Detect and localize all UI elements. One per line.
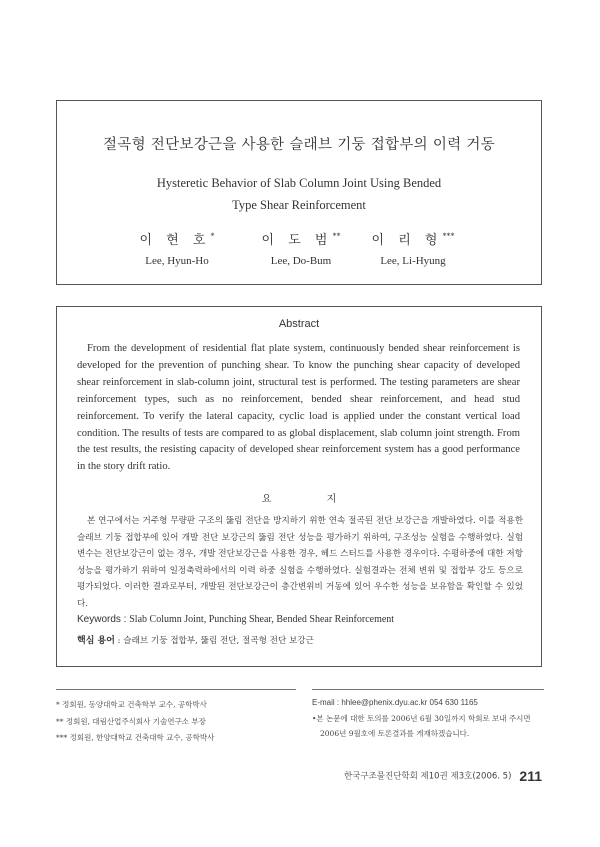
author-1-name-en: Lee, Hyun-Ho — [145, 255, 209, 267]
author-2-mark: ** — [332, 231, 341, 241]
abstract-heading: Abstract — [278, 318, 320, 330]
author-1-mark: * — [210, 231, 215, 241]
author-3-name-kr: 이 리 형 — [371, 233, 443, 248]
author-2-name-kr: 이 도 범 — [261, 233, 333, 248]
title-english-line-1: Hysteretic Behavior of Slab Column Joint Using Bended — [156, 176, 442, 190]
footnote-divider-right — [312, 689, 544, 690]
title-english — [57, 172, 541, 216]
keywords-label: Keywords — [77, 614, 121, 625]
author-1-name-kr: 이 현 호 — [139, 233, 211, 248]
author-3-mark: *** — [442, 231, 455, 241]
abstract-english-text: From the development of residential flat plate system, continuously bended shear reinforcement is developed for the prevention of punching shear. To know the punching shear capacity of developed shear reinforcement in slab-column joint, structural test is performed. The testing parameters are shear reinforcement types, such as no reinforcement, bended shear reinforcement, and head stud reinforcement. To verify the lateral capacity, cyclic load is applied under the constant vertical load condition. The results of tests are compared to as global displacement, slab column joint strength. From the test results, the resisting capacity of developed shear reinforcement system has a good performance in the story drift ratio. — [77, 343, 520, 473]
keywords-line: Keywords : Slab Column Joint, Punching Shear, Bended Shear Reinforcement — [77, 614, 395, 625]
footnote-divider-left — [56, 689, 296, 690]
page-footer — [344, 765, 542, 784]
discussion-note: •본 논문에 대한 토의를 2006년 6월 30일까지 학회로 보내 주시면 2006년 9월호에 토론결과를 게재하겠습니다. — [312, 713, 531, 738]
keywords-value: Slab Column Joint, Punching Shear, Bended Shear Reinforcement — [129, 614, 395, 625]
email-line: E-mail : hhlee@phenix.dyu.ac.kr 054 630 1165 — [312, 698, 478, 707]
author-2 — [241, 229, 361, 267]
title-box — [56, 100, 542, 285]
keywords-korean-value: 슬래브 기둥 접합부, 뚫림 전단, 절곡형 전단 보강근 — [123, 636, 314, 646]
keywords-korean-label: 핵심 용어 — [77, 636, 115, 646]
title-english-line-2: Type Shear Reinforcement — [232, 198, 366, 212]
abstract-box — [56, 306, 542, 667]
author-3-name-en: Lee, Li-Hyung — [380, 255, 446, 267]
journal-citation: 한국구조물진단학회 제10권 제3호(2006. 5) — [343, 771, 512, 782]
keywords-korean-line: 핵심 용어 : 슬래브 기둥 접합부, 뚫림 전단, 절곡형 전단 보강근 — [77, 636, 314, 646]
author-3 — [353, 229, 473, 267]
footnote-2: ** 정회원, 대림산업주식회사 기술연구소 부장 — [56, 716, 206, 726]
author-2-name-en: Lee, Do-Bum — [270, 255, 332, 267]
title-korean: 절곡형 전단보강근을 사용한 슬래브 기둥 접합부의 이력 거동 — [102, 137, 496, 153]
author-affiliation-footnotes — [56, 697, 296, 747]
korean-abstract-text: 본 연구에서는 거주형 무량판 구조의 뚫림 전단을 방지하기 위한 연속 절곡된 전단 보강근을 개발하였다. 이를 적용한 슬래브 기둥 접합부에 있어 개발 전단 보강근의 뚫림 전단 성능을 평가하기 위하여, 구조성능 실험을 수행하였다. 실험 변수는 전단보강근이 없는 경우, 개발 전단보강근을 사용한 경우, 헤드 스터드를 사용한 경우이다. 수평하중에 대한 저항성능을 평가하기 위하여 일정축력하에서의 이력 하중 실험을 수행하였다. 실험결과는 전체 변위 및 접합부 강도 등으로 평가되었다. 이러한 결과로부터, 개발된 전단보강근이 층간변위비 거동에 있어 우수한 성능을 보유함을 확인할 수 있었다. — [77, 516, 523, 609]
footnote-1: * 정회원, 동양대학교 건축학부 교수, 공학박사 — [56, 700, 207, 709]
contact-footnotes — [312, 695, 544, 742]
footnote-3: *** 정회원, 한양대학교 건축대학 교수, 공학박사 — [56, 733, 215, 742]
author-1 — [117, 229, 237, 267]
page-number: 211 — [519, 767, 542, 784]
korean-abstract-heading: 요 지 — [261, 494, 363, 505]
